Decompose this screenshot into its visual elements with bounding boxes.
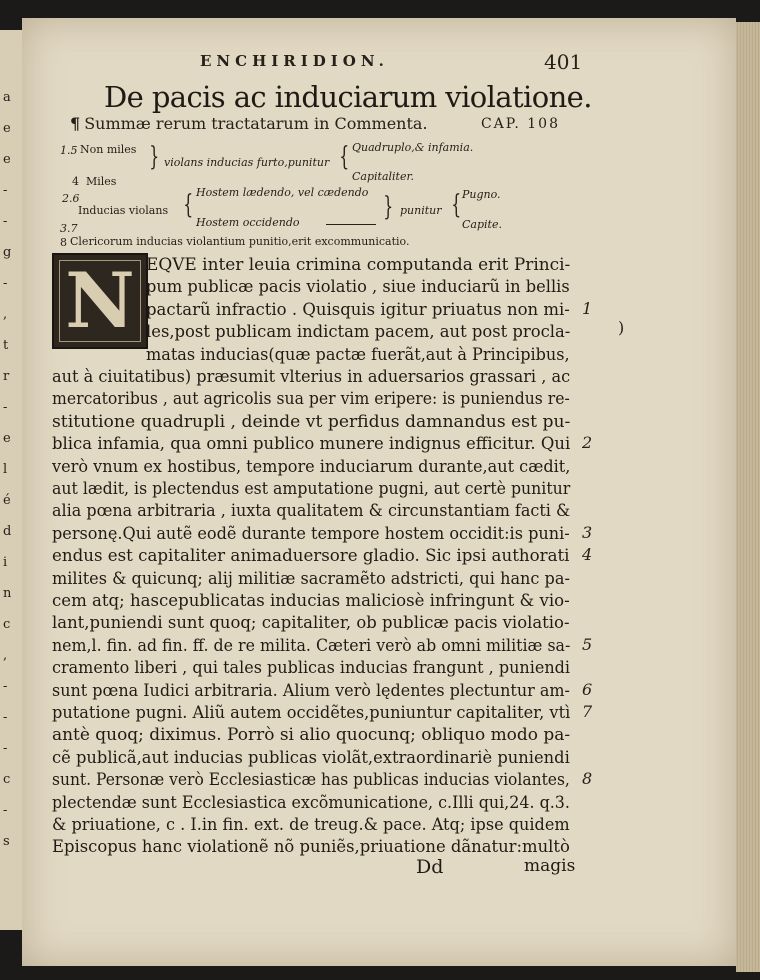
left-page-fragment: a	[3, 90, 11, 105]
left-page-fragment: l	[3, 462, 8, 477]
diagram-violans: violans inducias furto,punitur	[164, 156, 330, 169]
body-line: pum publicæ pacis violatio , siue induciarũ in bellis	[146, 277, 570, 298]
body-line: Episcopus hanc violationẽ nõ puniẽs,priuatione dãnatur:multò	[52, 837, 570, 858]
running-head: ENCHIRIDION.	[200, 52, 389, 70]
brace-icon: }	[383, 192, 394, 222]
margin-number: 5	[582, 634, 593, 654]
diagram-quadruplo: Quadruplo,& infamia.	[352, 141, 474, 154]
left-page-fragment: -	[3, 803, 8, 818]
body-line: cramento liberi , qui tales publicas inducias frangunt , puniendi	[52, 658, 571, 679]
pilcrow-icon: ¶	[70, 114, 81, 133]
left-page-fragment: s	[3, 834, 10, 849]
left-page-fragment: ,	[3, 307, 8, 322]
body-line: milites & quicunq; alij militiæ sacramẽto adstricti, qui hanc pa-	[52, 568, 570, 589]
brace-icon: {	[339, 142, 350, 172]
body-line: les,post publicam indictam pacem, aut post procla-	[146, 322, 571, 343]
diagram-clericorum: Clericorum inducias violantium punitio,erit excommunicatio.	[70, 235, 410, 248]
body-line: & priuatione, c . I.in fin. ext. de treug.& pace. Atq; ipse quidem	[52, 815, 570, 835]
left-page-fragment: t	[3, 338, 9, 353]
body-line: antè quoq; diximus. Porrò si alio quocunq; obliquo modo pa-	[52, 725, 571, 746]
diagram-pugno: Pugno.	[462, 188, 501, 201]
body-line: EQVE inter leuia crimina computanda erit Princi-	[146, 255, 571, 275]
brace-icon: }	[149, 142, 160, 172]
diagram-number: 8	[60, 236, 67, 249]
body-line: plectendæ sunt Ecclesiastica excõmunicatione, c.Illi qui,24. q.3.	[52, 792, 570, 813]
body-line: mercatoribus , aut agricolis sua per vim eripere: is puniendus re-	[52, 389, 570, 410]
diagram-non-miles: Non miles	[80, 143, 137, 156]
body-line: sunt. Personæ verò Ecclesiasticæ has publicas inducias violantes,	[52, 770, 570, 791]
diagram-capite: Capite.	[462, 218, 502, 231]
body-line: putatione pugni. Aliũ autem occidẽtes,puniuntur capitaliter, vtì	[52, 703, 571, 723]
diagram-hostem-laedendo: Hostem lædendo, vel cædendo	[196, 186, 369, 199]
body-line: cẽ publicã,aut inducias publicas violãt,extraordinariè puniendi	[52, 747, 570, 768]
diagram-dash	[326, 224, 376, 225]
left-page-fragment: -	[3, 214, 8, 229]
chapter-label: CAP. 108	[480, 116, 560, 132]
summary-heading	[70, 114, 560, 133]
diagram-capitaliter: Capitaliter.	[352, 170, 415, 183]
margin-number: 4	[582, 545, 593, 565]
left-page-fragment: ,	[3, 648, 8, 663]
diagram-miles: Miles	[86, 175, 117, 188]
left-page-fragment: e	[3, 152, 11, 167]
left-page-fragment: i	[3, 555, 8, 570]
body-line: blica infamia, qua omni publico munere indignus efficitur. Qui	[52, 434, 571, 455]
summary-text: Summæ rerum tractatarum in Commenta.	[84, 114, 428, 133]
brace-icon: {	[451, 190, 462, 220]
left-page-fragment: e	[3, 121, 11, 136]
diagram-number: 2.6	[62, 192, 80, 205]
body-line: verò vnum ex hostibus, tempore induciarum durante,aut cædit,	[52, 456, 571, 477]
left-page-fragment: -	[3, 276, 8, 291]
margin-number: 6	[582, 679, 593, 699]
left-page-fragment: c	[3, 772, 11, 787]
left-page-fragment: -	[3, 741, 8, 756]
page-edge-stack	[736, 22, 760, 972]
margin-number: 1	[582, 298, 593, 318]
body-line: matas inducias(quæ pactæ fuerãt,aut à Principibus,	[146, 344, 570, 365]
margin-number: 8	[582, 769, 593, 789]
left-page-fragment: -	[3, 679, 8, 694]
left-page-fragment: n	[3, 586, 12, 601]
left-page-fragment: d	[3, 524, 12, 539]
brace-icon: {	[183, 190, 194, 220]
left-page-fragment: -	[3, 710, 8, 725]
margin-paren: )	[618, 318, 625, 337]
diagram-hostem-occidendo: Hostem occidendo	[196, 216, 300, 229]
margin-number: 2	[582, 433, 593, 453]
diagram-punitur: punitur	[400, 204, 442, 217]
body-line: alia pœna arbitraria , iuxta qualitatem & circunstantiam facti &	[52, 501, 571, 522]
signature-mark: Dd	[416, 856, 444, 878]
left-page-fragment: c	[3, 617, 11, 632]
left-page-fragment: é	[3, 493, 11, 508]
diagram-number: 4	[72, 175, 79, 188]
body-line: sunt pœna Iudici arbitraria. Alium verò lędentes plectuntur am-	[52, 680, 570, 701]
left-page-fragment: r	[3, 369, 10, 384]
diagram-number: 3.7	[60, 222, 78, 235]
body-line: pactarũ infractio . Quisquis igitur priuatus non mi-	[146, 299, 570, 320]
body-line: aut à ciuitatibus) præsumit vlterius in aduersarios grassari , ac	[52, 367, 571, 387]
left-page-fragment: -	[3, 400, 8, 415]
diagram-inducias-violans: Inducias violans	[78, 204, 169, 217]
margin-number: 3	[582, 522, 593, 542]
margin-number: 7	[582, 702, 593, 721]
body-line: endus est capitaliter animaduersore gladio. Sic ipsi authorati	[52, 546, 570, 567]
body-line: nem,l. fin. ad fin. ff. de re milita. Cæteri verò ab omni militiæ sa-	[52, 635, 571, 656]
left-page-fragment: g	[3, 245, 12, 260]
body-line: aut lædit, is plectendus est amputatione pugni, aut certè punitur	[52, 479, 571, 499]
diagram-number: 1.5	[60, 144, 78, 157]
initial-letter: N	[65, 256, 135, 345]
left-page-fragment: e	[3, 431, 11, 446]
catchword: magis	[524, 856, 576, 876]
body-line: cem atq; hascepublicatas inducias maliciosè infringunt & vio-	[52, 591, 570, 611]
body-line: stitutione quadrupli , deinde vt perfidus damnandus est pu-	[52, 411, 571, 432]
body-line: lant,puniendi sunt quoq; capitaliter, ob publicæ pacis violatio-	[52, 613, 570, 634]
decorated-initial	[52, 253, 148, 349]
page-number: 401	[544, 50, 583, 74]
chapter-title: De pacis ac induciarum violatione.	[104, 80, 592, 114]
body-line: personę.Qui autẽ eodẽ durante tempore hostem occidit:is puni-	[52, 523, 570, 544]
left-page-fragment: -	[3, 183, 8, 198]
